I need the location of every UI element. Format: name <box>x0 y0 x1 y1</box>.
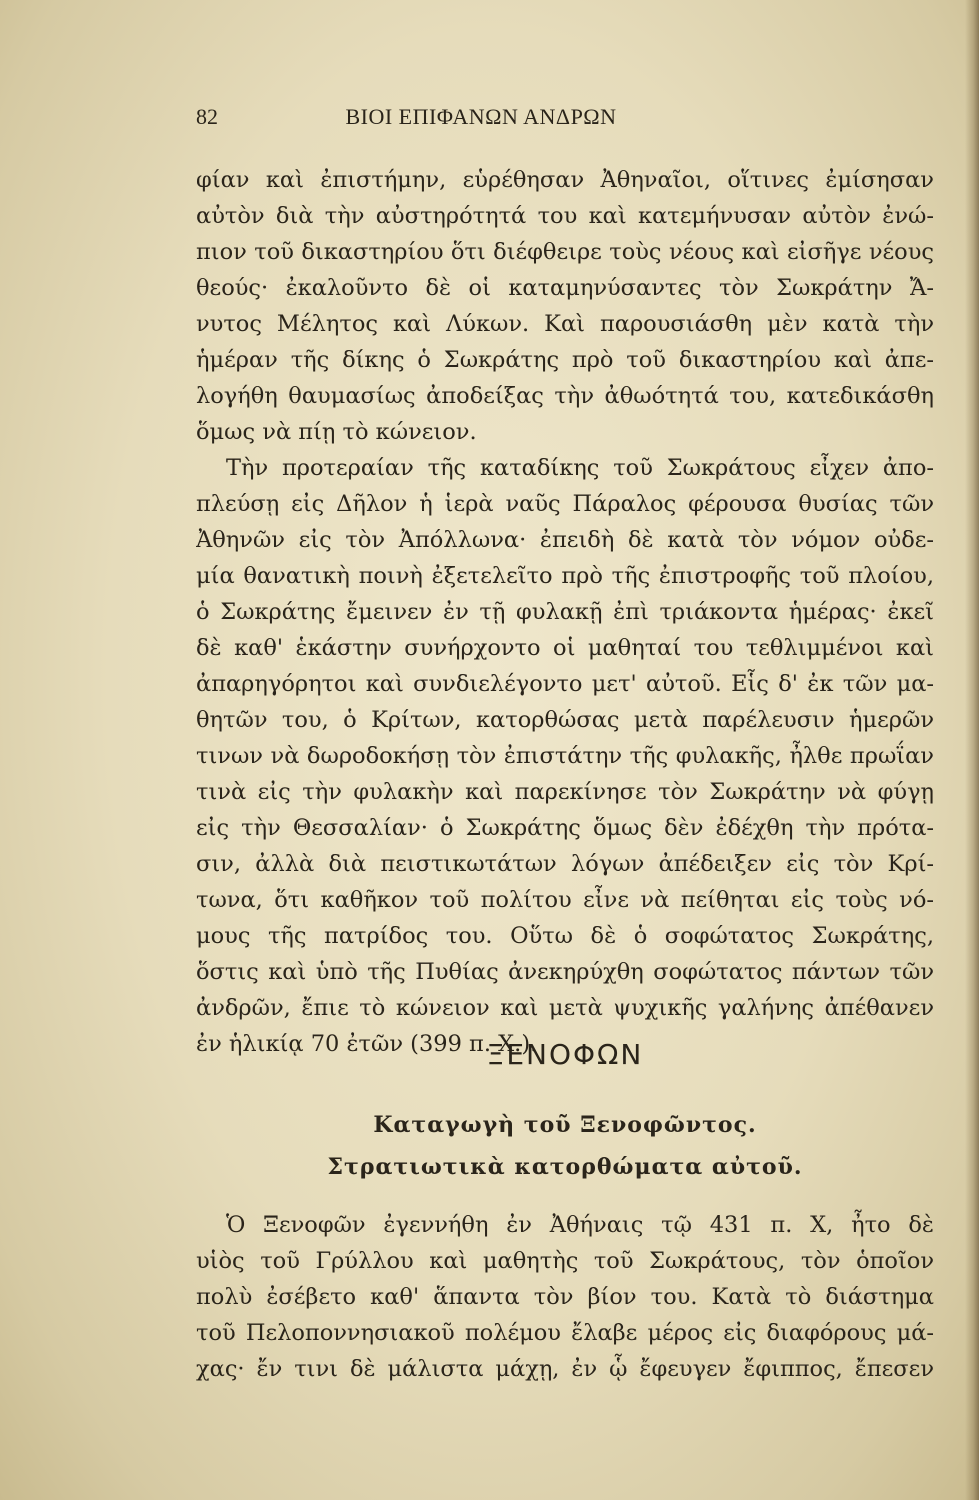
text-line: τοῦ Πελοποννησιακοῦ πολέμου ἔλαβε μέρος εἰς διαφόρους μά- <box>196 1320 934 1346</box>
text-line: λογήθη θαυμασίως ἀποδείξας τὴν ἀθωότητά του, κατεδικάσθη <box>196 383 934 409</box>
text-line: ἀπαρηγόρητοι καὶ συνδιελέγοντο μετ' αὐτοῦ. Εἷς δ' ἐκ τῶν μα- <box>196 671 934 697</box>
text-line: πολὺ ἐσέβετο καθ' ἅπαντα τὸν βίον του. Κατὰ τὸ διάστημα <box>196 1284 934 1310</box>
text-line: δὲ καθ' ἑκάστην συνήρχοντο οἱ μαθηταί του τεθλιμμένοι καὶ <box>196 635 934 661</box>
body-text <box>196 162 934 1062</box>
text-line: εἰς τὴν Θεσσαλίαν· ὁ Σωκράτης ὅμως δὲν ἐδέχθη τὴν πρότα- <box>196 815 934 841</box>
text-line: μους τῆς πατρίδος του. Οὕτω δὲ ὁ σοφώτατος Σωκράτης, <box>196 923 934 949</box>
text-line: σιν, ἀλλὰ διὰ πειστικωτάτων λόγων ἀπέδειξεν εἰς τὸν Κρί- <box>196 851 934 877</box>
section-title: ΞΕΝΟΦΩΝ <box>486 1038 644 1071</box>
text-line: ἀνδρῶν, ἔπιε τὸ κώνειον καὶ μετὰ ψυχικῆς γαλήνης ἀπέθανεν <box>196 995 934 1021</box>
subheading: Στρατιωτικὰ κατορθώματα αὐτοῦ. <box>327 1154 803 1180</box>
text-line: πλεύσῃ εἰς Δῆλον ἡ ἱερὰ ναῦς Πάραλος φέρουσα θυσίας τῶν <box>196 491 934 517</box>
text-line: θητῶν του, ὁ Κρίτων, κατορθώσας μετὰ παρέλευσιν ἡμερῶν <box>196 707 934 733</box>
text-line: χας· ἔν τινι δὲ μάλιστα μάχῃ, ἐν ᾧ ἔφευγεν ἔφιππος, ἔπεσεν <box>196 1356 934 1382</box>
text-line: ὅμως νὰ πίῃ τὸ κώνειον. <box>196 419 477 445</box>
page-number: 82 <box>196 104 218 129</box>
page-edge-shadow <box>965 0 979 1500</box>
subheading: Καταγωγὴ τοῦ Ξενοφῶντος. <box>373 1112 757 1138</box>
text-line: θεούς· ἐκαλοῦντο δὲ οἱ καταμηνύσαντες τὸν Σωκράτην Ἄ- <box>196 275 934 301</box>
text-line: ὁ Σωκράτης ἔμεινεν ἐν τῇ φυλακῇ ἐπὶ τριάκοντα ἡμέρας· ἐκεῖ <box>196 599 934 625</box>
text-line: ἡμέραν τῆς δίκης ὁ Σωκράτης πρὸ τοῦ δικαστηρίου καὶ ἀπε- <box>196 347 934 373</box>
section-body-text <box>196 1207 934 1387</box>
text-line: Ὁ Ξενοφῶν ἐγεννήθη ἐν Ἀθήναις τῷ 431 π. Χ, ἦτο δὲ <box>226 1212 934 1238</box>
text-line: τινων νὰ δωροδοκήσῃ τὸν ἐπιστάτην τῆς φυλακῆς, ἦλθε πρωΐαν <box>196 743 934 769</box>
text-line: μία θανατικὴ ποινὴ ἐξετελεῖτο πρὸ τῆς ἐπιστροφῆς τοῦ πλοίου, <box>196 563 934 589</box>
text-line: τωνα, ὅτι καθῆκον τοῦ πολίτου εἶνε νὰ πείθηται εἰς τοὺς νό- <box>196 887 934 913</box>
text-line: ὅστις καὶ ὑπὸ τῆς Πυθίας ἀνεκηρύχθη σοφώτατος πάντων τῶν <box>196 959 934 985</box>
section-subheadings <box>196 1104 934 1188</box>
text-line: υἱὸς τοῦ Γρύλλου καὶ μαθητὴς τοῦ Σωκράτους, τὸν ὁποῖον <box>196 1248 934 1274</box>
text-line: ἐν ἡλικίᾳ 70 ἐτῶν (399 π. Χ.). <box>196 1031 538 1057</box>
text-line: νυτος Μέλητος καὶ Λύκων. Καὶ παρουσιάσθη μὲν κατὰ τὴν <box>196 311 934 337</box>
running-head: ΒΙΟΙ ΕΠΙΦΑΝΩΝ ΑΝΔΡΩΝ <box>345 104 617 129</box>
text-line: Ἀθηνῶν εἰς τὸν Ἀπόλλωνα· ἐπειδὴ δὲ κατὰ τὸν νόμον οὐδε- <box>196 527 934 553</box>
text-line: τινὰ εἰς τὴν φυλακὴν καὶ παρεκίνησε τὸν Σωκράτην νὰ φύγῃ <box>196 779 934 805</box>
text-line: Τὴν προτεραίαν τῆς καταδίκης τοῦ Σωκράτους εἶχεν ἀπο- <box>226 455 934 481</box>
text-line: πιον τοῦ δικαστηρίου ὅτι διέφθειρε τοὺς νέους καὶ εἰσῆγε νέους <box>196 239 934 265</box>
text-line: αὐτὸν διὰ τὴν αὐστηρότητά του καὶ κατεμήνυσαν αὐτὸν ἐνώ- <box>196 203 934 229</box>
page-header <box>196 104 766 134</box>
text-line: φίαν καὶ ἐπιστήμην, εὑρέθησαν Ἀθηναῖοι, οἵτινες ἐμίσησαν <box>196 167 934 193</box>
